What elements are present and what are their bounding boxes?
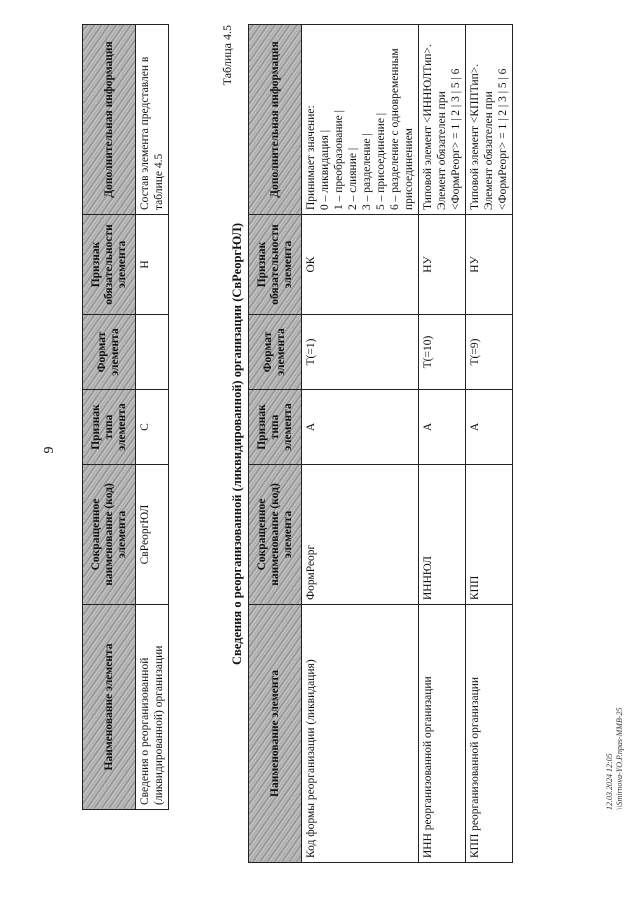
info-line: 5 – присоединение | (375, 112, 387, 210)
element-info-cell (419, 25, 466, 215)
element-required-cell: Н (136, 215, 169, 315)
table-row (466, 25, 513, 863)
footer-timestamp: 12.03.2024 12:05 (605, 753, 614, 810)
element-format-cell: T(=10) (419, 315, 466, 390)
header-cell: Признак обязательности элемента (83, 215, 136, 315)
header-cell: Наименование элемента (83, 605, 136, 810)
header-cell: Формат элемента (83, 315, 136, 390)
header-cell: Дополнительная информация (83, 25, 136, 215)
header-cell: Признак типа элемента (83, 390, 136, 465)
info-line: Типовой элемент <КППТип>. (469, 63, 481, 210)
element-type-cell: С (136, 390, 169, 465)
element-info-cell (302, 25, 419, 215)
element-name-cell: КПП реорганизованной организации (466, 605, 513, 863)
element-type-cell: А (419, 390, 466, 465)
header-cell: Формат элемента (249, 315, 302, 390)
reorg-table (248, 24, 513, 863)
table-row (419, 25, 466, 863)
page-number: 9 (42, 446, 57, 454)
element-type-cell: А (466, 390, 513, 465)
element-required-cell: НУ (419, 215, 466, 315)
header-cell: Признак типа элемента (249, 390, 302, 465)
info-line: 6 – разделение с одновременным присоединением (389, 48, 415, 210)
element-format-cell: T(=1) (302, 315, 419, 390)
element-format-cell: T(=9) (466, 315, 513, 390)
info-line: 0 – ликвидация | (319, 129, 331, 210)
info-line: <ФормРеорг> = 1 | 2 | 3 | 5 | 6 (450, 68, 462, 210)
table-row (302, 25, 419, 863)
element-code-cell: КПП (466, 465, 513, 605)
element-code-cell: СвРеоргЮЛ (136, 465, 169, 605)
element-type-cell: А (302, 390, 419, 465)
table-header-row (249, 25, 302, 863)
header-cell: Дополнительная информация (249, 25, 302, 215)
element-format-cell (136, 315, 169, 390)
info-line: Типовой элемент <ИННЮЛТип>. (422, 44, 434, 210)
info-line: Элемент обязателен при (483, 91, 495, 210)
table-label: Таблица 4.5 (220, 25, 234, 86)
info-line: Принимает значение: (305, 105, 317, 210)
element-name-cell: Сведения о реорганизованной (ликвидированной) организации (136, 605, 169, 810)
header-cell: Признак обязательности элемента (249, 215, 302, 315)
table-header-row (83, 25, 136, 810)
info-line: Элемент обязателен при (436, 91, 448, 210)
element-required-cell: ОК (302, 215, 419, 315)
table-row (136, 25, 169, 810)
header-cell: Сокращенное наименование (код) элемента (249, 465, 302, 605)
element-name-cell: Код формы реорганизации (ликвидация) (302, 605, 419, 863)
top-element-table (82, 24, 169, 810)
document-footer (605, 707, 625, 810)
element-info-cell (466, 25, 513, 215)
element-code-cell: ФормРеорг (302, 465, 419, 605)
element-required-cell: НУ (466, 215, 513, 315)
info-line: 3 – разделение | (361, 133, 373, 210)
header-cell: Сокращенное наименование (код) элемента (83, 465, 136, 605)
info-line: 2 – слияние | (347, 147, 359, 210)
info-line: <ФормРеорг> = 1 | 2 | 3 | 5 | 6 (497, 68, 509, 210)
header-cell: Наименование элемента (249, 605, 302, 863)
info-line: 1 – преобразование | (333, 110, 345, 210)
element-code-cell: ИННЮЛ (419, 465, 466, 605)
element-name-cell: ИНН реорганизованной организации (419, 605, 466, 863)
footer-path: \\Smirnova-YO.P.npas-MMB-25 (615, 707, 624, 810)
element-info-cell: Состав элемента представлен в таблице 4.5 (136, 25, 169, 215)
table-title: Сведения о реорганизованной (ликвидированной) организации (СвРеоргЮЛ) (230, 223, 244, 665)
